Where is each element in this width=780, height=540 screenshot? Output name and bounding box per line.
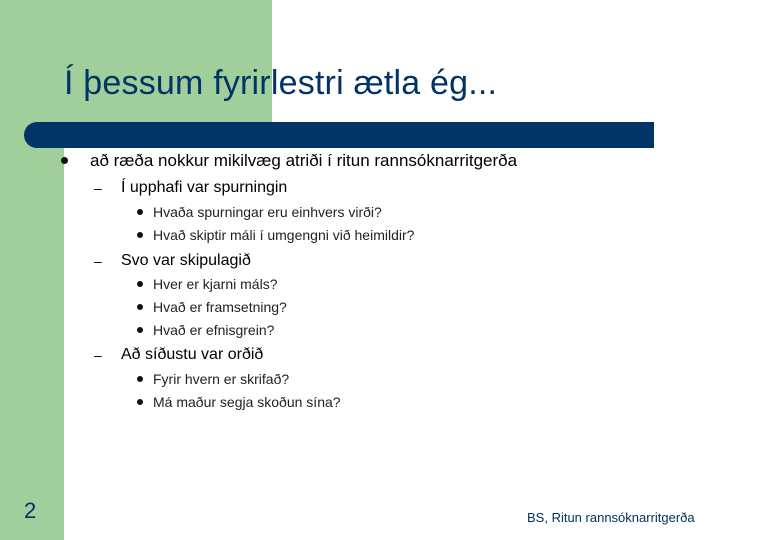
dash-icon: – <box>94 180 102 196</box>
bullet-icon <box>137 327 143 333</box>
list-item: Hvaða spurningar eru einhvers virði? <box>153 204 382 220</box>
slide-number: 2 <box>24 498 37 523</box>
section-heading: Í upphafi var spurningin <box>121 179 288 196</box>
list-item: Hvað er efnisgrein? <box>153 322 275 338</box>
list-item: Hvað skiptir máli í umgengni við heimildir? <box>153 227 415 243</box>
slide-title: Í þessum fyrirlestri ætla ég... <box>64 64 498 102</box>
list-item: Hver er kjarni máls? <box>153 276 278 292</box>
list-item: Fyrir hvern er skrifað? <box>153 371 290 387</box>
bullet-icon <box>137 399 143 405</box>
slide-footer: BS, Ritun rannsóknarritgerða <box>527 510 695 525</box>
bullet-icon <box>61 157 68 164</box>
section-heading: Svo var skipulagið <box>121 252 251 269</box>
main-bullet-text: að ræða nokkur mikilvæg atriði í ritun rannsóknarritgerða <box>90 151 518 170</box>
list-item: Hvað er framsetning? <box>153 299 287 315</box>
title-underline-bar <box>24 122 654 148</box>
dash-icon: – <box>94 347 102 363</box>
bullet-icon <box>137 209 143 215</box>
bullet-icon <box>137 232 143 238</box>
top-accent-block <box>0 0 272 122</box>
bullet-icon <box>137 304 143 310</box>
section-heading: Að síðustu var orðið <box>121 346 264 363</box>
bullet-icon <box>137 376 143 382</box>
dash-icon: – <box>94 253 102 269</box>
list-item: Má maður segja skoðun sína? <box>153 394 341 410</box>
bullet-icon <box>137 281 143 287</box>
